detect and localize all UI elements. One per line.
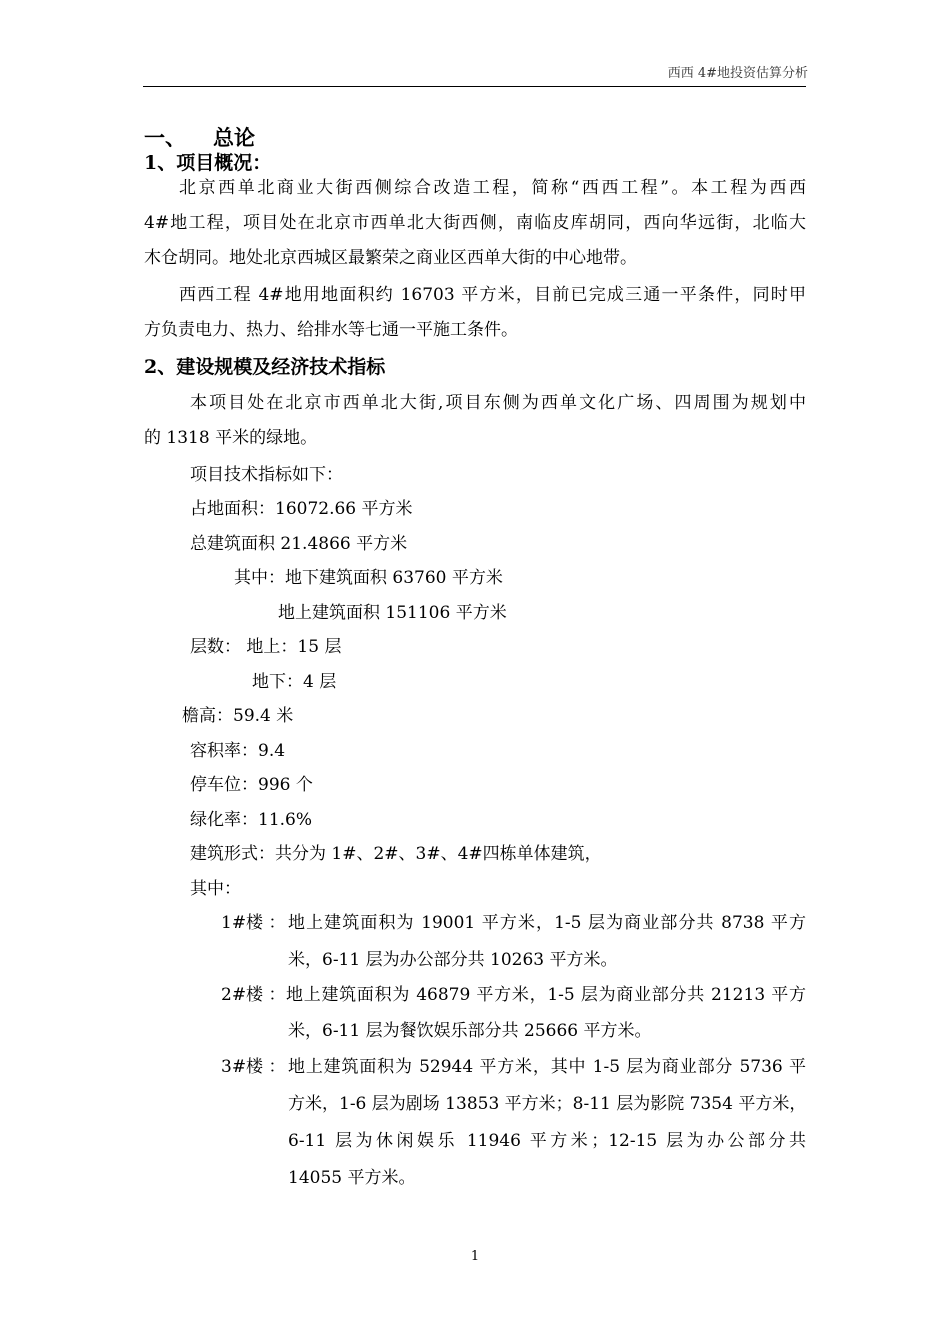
indicator-building-form: 建筑形式：共分为 1#、2#、3#、4#四栋单体建筑， <box>190 844 602 864</box>
paragraph-line: 4#地工程，项目处在北京市西单北大街西侧，南临皮库胡同，西向华远街，北临大 <box>144 213 806 233</box>
chapter-title: 总论 <box>213 125 255 150</box>
indicator-floors-below: 地下：4 层 <box>252 672 337 692</box>
indicators-intro: 项目技术指标如下： <box>190 465 343 485</box>
indicator-land-area: 占地面积：16072.66 平方米 <box>190 499 413 519</box>
building-line: 地上建筑面积为 52944 平方米，其中 1-5 层为商业部分 5736 平 <box>288 1057 806 1077</box>
building-label: 3#楼 ： <box>221 1057 286 1077</box>
indicator-aboveground-area: 地上建筑面积 151106 平方米 <box>278 603 507 623</box>
building-line: 米，6-11 层为餐饮娱乐部分共 25666 平方米。 <box>288 1021 652 1041</box>
paragraph-line: 本项目处在北京市西单北大街,项目东侧为西单文化广场、四周围为规划中 <box>190 393 806 413</box>
indicator-total-area: 总建筑面积 21.4866 平方米 <box>190 534 408 554</box>
indicator-underground-area: 其中：地下建筑面积 63760 平方米 <box>234 568 503 588</box>
building-line: 地上建筑面积为 46879 平方米，1-5 层为商业部分共 21213 平方 <box>286 985 806 1005</box>
building-line: 14055 平方米。 <box>288 1168 416 1188</box>
building-line: 米，6-11 层为办公部分共 10263 平方米。 <box>288 950 618 970</box>
section-2-title: 2、建设规模及经济技术指标 <box>144 356 386 378</box>
paragraph-line: 方负责电力、热力、给排水等七通一平施工条件。 <box>144 320 518 340</box>
header-rule <box>143 86 806 87</box>
paragraph-line: 的 1318 平米的绿地。 <box>144 428 318 448</box>
section-1-title: 1、项目概况： <box>144 152 272 174</box>
paragraph-line: 北京西单北商业大街西侧综合改造工程，简称“西西工程”。本工程为西西 <box>179 178 806 198</box>
indicator-green-ratio: 绿化率：11.6% <box>190 810 313 830</box>
building-label: 2#楼 ： <box>221 985 286 1005</box>
paragraph-line: 西西工程 4#地用地面积约 16703 平方米，目前已完成三通一平条件，同时甲 <box>179 285 806 305</box>
indicator-floors-above: 层数： 地上：15 层 <box>190 637 342 657</box>
indicator-among: 其中： <box>190 879 241 899</box>
page-number: 1 <box>470 1249 480 1264</box>
paragraph-line: 木仓胡同。地处北京西城区最繁荣之商业区西单大街的中心地带。 <box>144 248 637 268</box>
building-line: 地上建筑面积为 19001 平方米，1-5 层为商业部分共 8738 平方 <box>288 913 806 933</box>
building-line: 方米，1-6 层为剧场 13853 平方米；8-11 层为影院 7354 平方米， <box>288 1094 807 1114</box>
indicator-eave-height: 檐高：59.4 米 <box>182 706 294 726</box>
header-title: 西西 4#地投资估算分析 <box>667 66 808 81</box>
indicator-plot-ratio: 容积率：9.4 <box>190 741 286 761</box>
chapter-number: 一、 <box>144 125 186 150</box>
indicator-parking: 停车位：996 个 <box>190 775 313 795</box>
building-line: 6-11 层为休闲娱乐 11946 平方米；12-15 层为办公部分共 <box>288 1131 806 1151</box>
building-label: 1#楼 ： <box>221 913 286 933</box>
